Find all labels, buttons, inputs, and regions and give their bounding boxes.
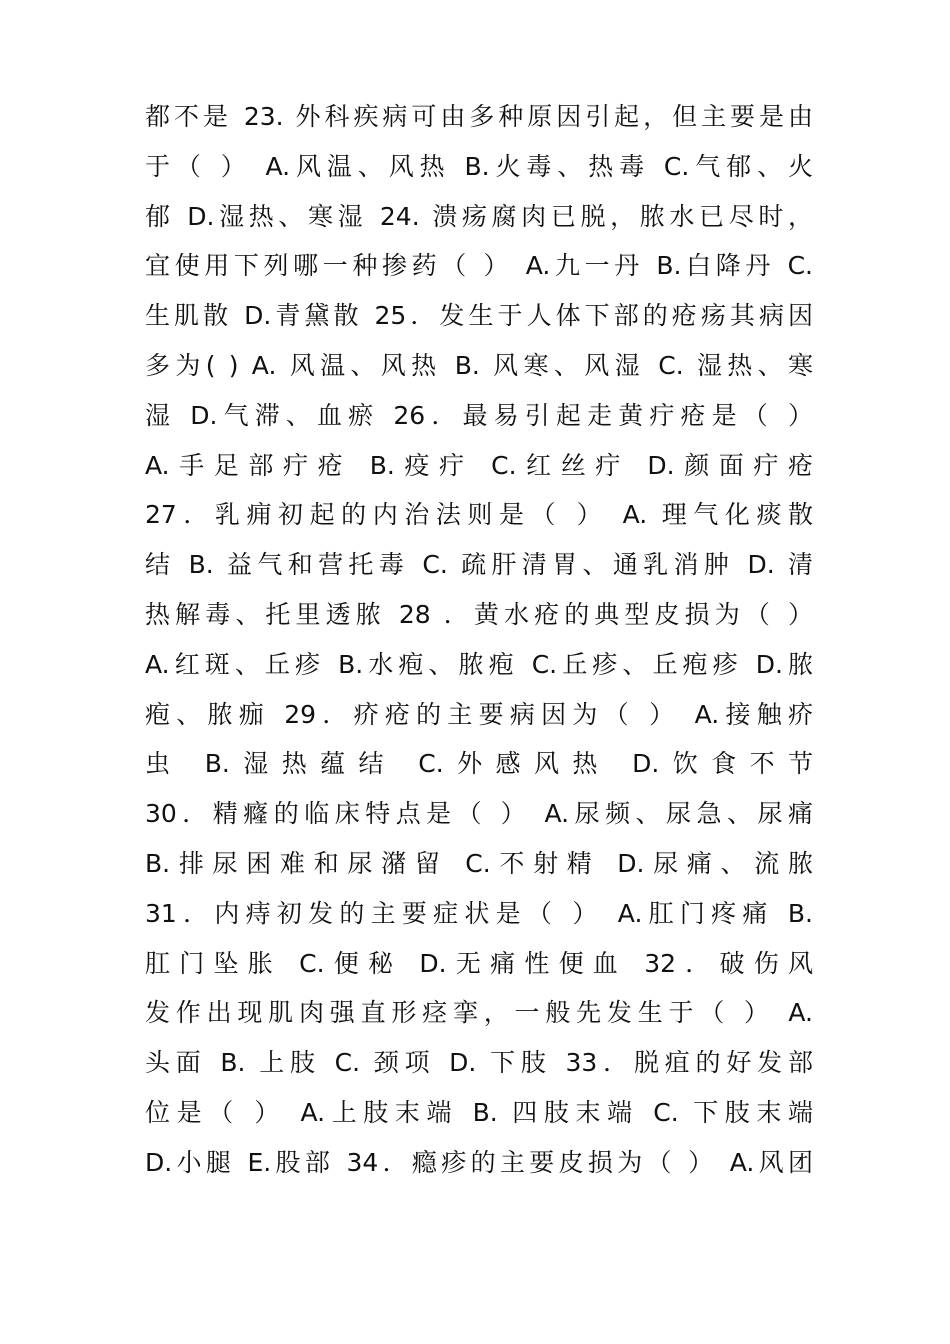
text-line-5: 生肌散 D.青黛散 25．发生于人体下部的疮疡其病因: [145, 301, 813, 331]
text-line-16: B.排尿困难和尿潴留 C.不射精 D.尿痛、流脓: [145, 848, 813, 878]
text-line-13: 疱、脓痂 29．疥疮的主要病因为（ ） A.接触疥: [145, 699, 813, 729]
text-line-20: 头面 B. 上肢 C. 颈项 D. 下肢 33．脱疽的好发部: [145, 1048, 813, 1078]
text-line-8: A.手足部疔疮 B.疫疔 C.红丝疔 D.颜面疔疮: [145, 450, 813, 480]
text-line-3: 郁 D.湿热、寒湿 24. 溃疡腐肉已脱，脓水已尽时，: [145, 201, 813, 231]
text-line-12: A.红斑、丘疹 B.水疱、脓疱 C.丘疹、丘疱疹 D.脓: [145, 649, 813, 679]
text-line-15: 30．精癃的临床特点是（ ） A.尿频、尿急、尿痛: [145, 799, 813, 829]
text-line-22: D.小腿 E.股部 34．瘾疹的主要皮损为（ ） A.风团: [145, 1147, 813, 1177]
text-line-11: 热解毒、托里透脓 28 ．黄水疮的典型皮损为（ ）: [145, 599, 813, 629]
text-line-7: 湿 D.气滞、血瘀 26．最易引起走黄疔疮是（ ）: [145, 400, 813, 430]
text-line-1: 都不是 23. 外科疾病可由多种原因引起，但主要是由: [145, 102, 813, 131]
text-line-21: 位是（ ） A.上肢末端 B. 四肢末端 C. 下肢末端: [145, 1097, 813, 1127]
text-line-19: 发作出现肌肉强直形痉挛，一般先发生于（ ） A.: [145, 998, 813, 1028]
text-line-10: 结 B. 益气和营托毒 C. 疏肝清胃、通乳消肿 D. 清: [145, 550, 813, 580]
text-line-2: 于（ ） A.风温、风热 B.火毒、热毒 C.气郁、火: [145, 151, 813, 181]
text-line-6: 多为( ) A. 风温、风热 B. 风寒、风湿 C. 湿热、寒: [145, 350, 813, 380]
text-line-14: 虫 B.湿热蕴结 C.外感风热 D.饮食不节: [145, 749, 813, 779]
text-line-4: 宜使用下列哪一种掺药（ ） A.九一丹 B.白降丹 C.: [145, 251, 813, 281]
text-line-17: 31．内痔初发的主要症状是（ ） A.肛门疼痛 B.: [145, 898, 813, 928]
text-line-9: 27．乳痈初起的内治法则是（ ） A. 理气化痰散: [145, 500, 813, 530]
question-text-block: [145, 92, 813, 1188]
text-line-18: 肛门坠胀 C.便秘 D.无痛性便血 32．破伤风: [145, 948, 813, 978]
